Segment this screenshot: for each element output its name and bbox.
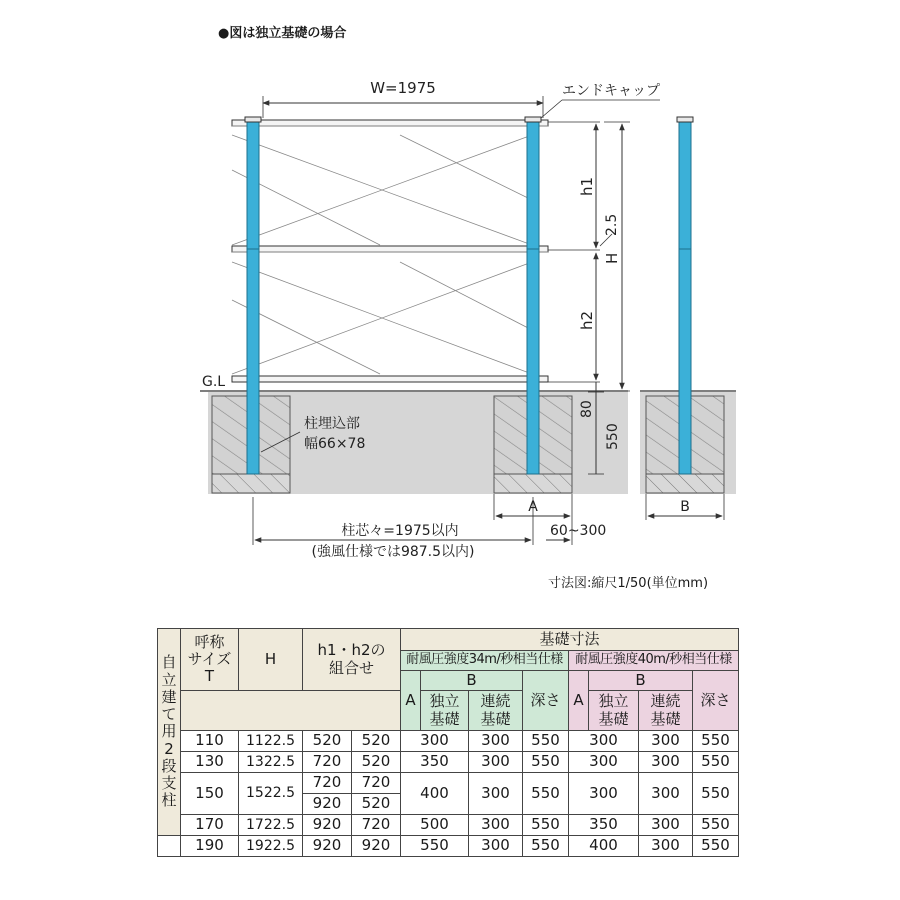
- scale-note: 寸法図:縮尺1/50(単位mm): [548, 576, 709, 591]
- pitch-label: 柱芯々=1975以内: [341, 523, 459, 539]
- header-depth-34: 深さ: [523, 671, 569, 731]
- header-cont-40: 連続 基礎: [639, 691, 693, 731]
- side-footing: [646, 474, 724, 493]
- side-post: [679, 120, 691, 474]
- side-label: 自 立 建 て 用 2 段 支 柱: [158, 629, 181, 836]
- table-row: 170 1722.5 920 720 500 300 550 350 300 550: [158, 815, 739, 836]
- header-a-34: A: [401, 671, 421, 731]
- a-label: A: [528, 499, 538, 515]
- dim-80-label: 80: [579, 400, 595, 418]
- right-post: [527, 120, 539, 474]
- b-label: B: [680, 499, 690, 515]
- header-h: H: [239, 629, 303, 691]
- embed-label: 柱埋込部: [304, 416, 360, 432]
- end-cap-label: エンドキャップ: [562, 83, 660, 99]
- mesh-diagonals: [232, 135, 532, 374]
- fence-rails: [232, 120, 548, 382]
- header-indep-34: 独立 基礎: [421, 691, 469, 731]
- header-spec-40: 耐風圧強度40m/秒相当仕様: [569, 651, 739, 671]
- header-foundation: 基礎寸法: [401, 629, 739, 651]
- header-h12: h1・h2の 組合せ: [303, 629, 401, 691]
- header-size: 呼称 サイズ T: [181, 629, 239, 691]
- left-footing: [212, 474, 290, 493]
- table-row: 920 520: [158, 794, 739, 815]
- gl-label: G.L: [202, 374, 226, 390]
- header-cont-34: 連続 基礎: [469, 691, 523, 731]
- header-a-40: A: [569, 671, 589, 731]
- spec-table: [157, 628, 739, 857]
- table-row: 110 1122.5 520 520 300 300 550 300 300 550: [158, 731, 739, 752]
- h2-label: h2: [578, 310, 596, 330]
- table-row: 130 1322.5 720 520 350 300 550 300 300 550: [158, 752, 739, 773]
- left-post: [247, 120, 259, 474]
- header-b-40: B: [589, 671, 693, 691]
- table-row: 190 1922.5 920 920 550 300 550 400 300 550: [158, 836, 739, 857]
- header-b-34: B: [421, 671, 523, 691]
- header-depth-40: 深さ: [693, 671, 739, 731]
- table-row: 150 1522.5 720 720 400 300 550 300 300 550: [158, 773, 739, 794]
- width-label: W=1975: [370, 79, 436, 97]
- header-spec-34: 耐風圧強度34m/秒相当仕様: [401, 651, 569, 671]
- dim-550-label: 550: [605, 423, 621, 450]
- range-label: 60~300: [550, 523, 607, 539]
- header-indep-40: 独立 基礎: [589, 691, 639, 731]
- h1-label: h1: [578, 176, 596, 196]
- pitch-note: (強風仕様では987.5以内): [311, 544, 475, 560]
- embed-width-label: 幅66×78: [304, 436, 366, 452]
- gap-label: 2.5: [604, 213, 620, 236]
- right-footing: [494, 474, 572, 493]
- header-note: ●図は独立基礎の場合: [218, 26, 347, 41]
- h-label: H: [603, 252, 621, 264]
